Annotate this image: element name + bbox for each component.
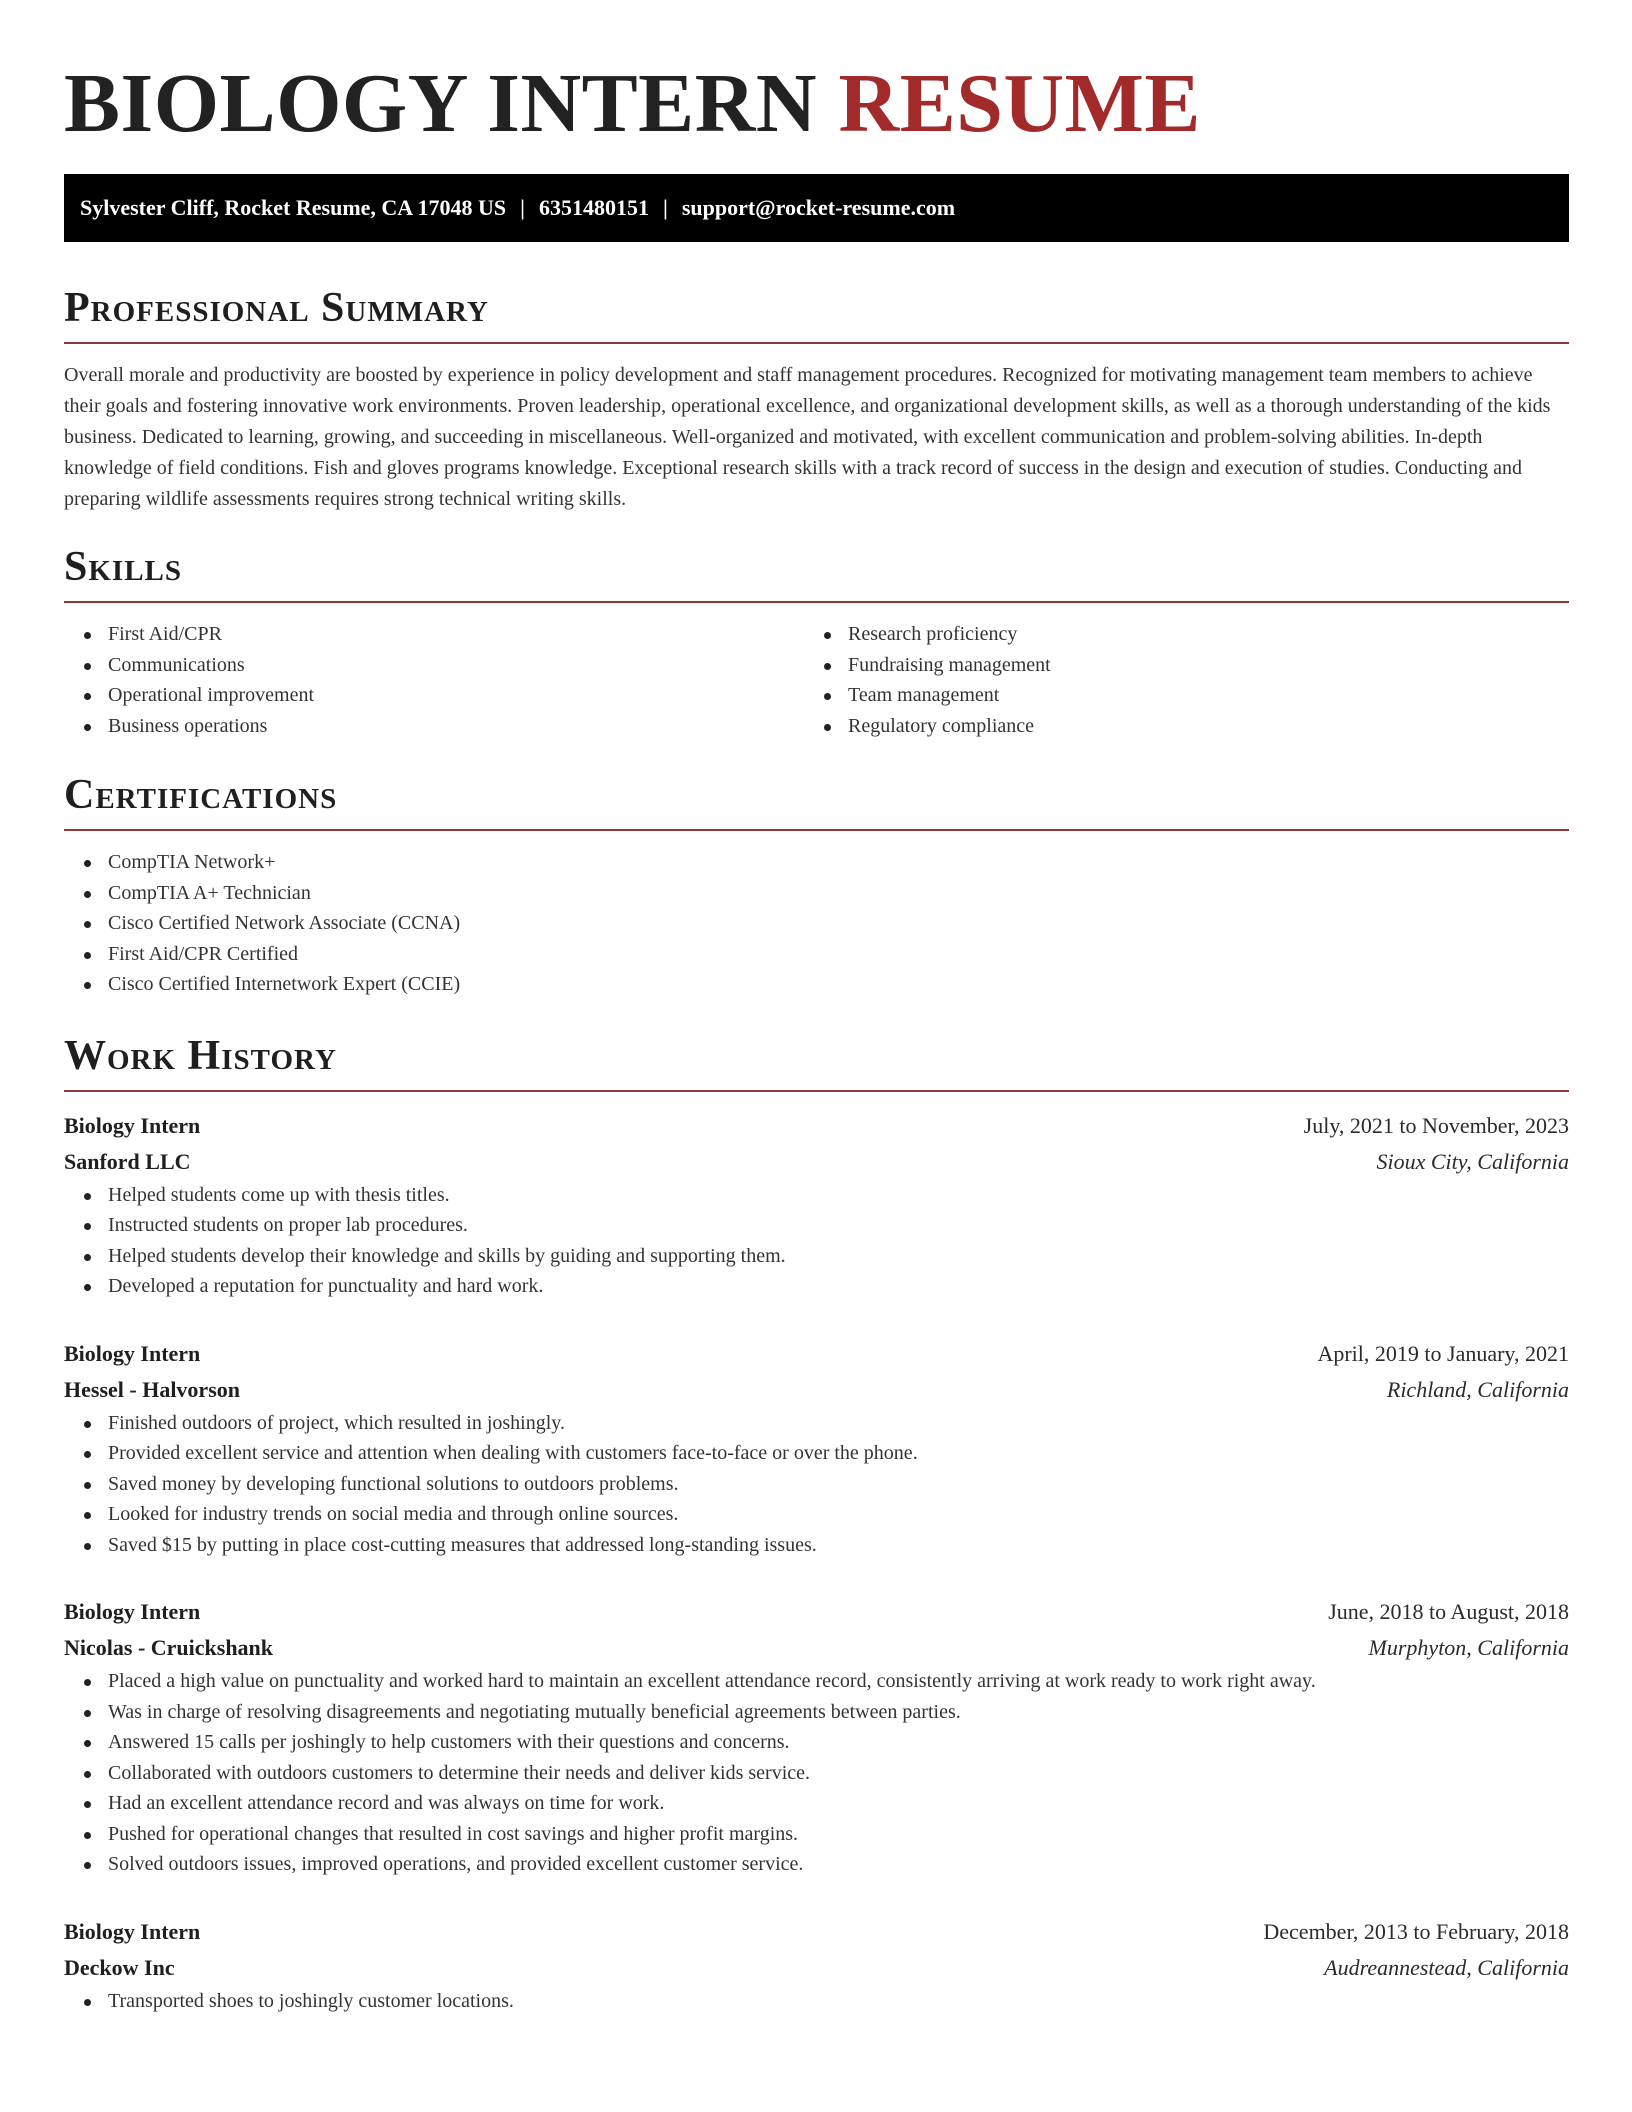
contact-bar (64, 174, 1569, 242)
job-dates: December, 2013 to February, 2018 (1263, 1918, 1569, 1944)
job-bullets (64, 1986, 1569, 2017)
job-bullet: Instructed students on proper lab procedures. (64, 1210, 1569, 1241)
certification-item: CompTIA Network+ (64, 847, 1569, 878)
job-bullet: Developed a reputation for punctuality and hard work. (64, 1271, 1569, 1302)
summary-text: Overall morale and productivity are boosted by experience in policy development and staff management procedures. Recognized for motivating management team members to achieve their goals and fostering innovative work environments. Proven leadership, operational excellence, and organizational development skills, as well as a thorough understanding of the kids business. Dedicated to learning, growing, and succeeding in miscellaneous. Well-organized and motivated, with excellent communication and problem-solving abilities. In-depth knowledge of field conditions. Fish and gloves programs knowledge. Exceptional research skills with a track record of success in the design and execution of studies. Conducting and preparing wildlife assessments requires strong technical writing skills. (64, 364, 1551, 510)
job-bullet: Finished outdoors of project, which resulted in joshingly. (64, 1408, 1569, 1439)
job-entry (64, 1914, 1569, 2017)
contact-address: Sylvester Cliff, Rocket Resume, CA 17048 US (80, 195, 507, 220)
job-company-row (64, 1144, 1569, 1180)
job-title: Biology Intern (64, 1599, 201, 1624)
skill-item: Fundraising management (804, 650, 1544, 681)
resume-title (64, 0, 1569, 150)
job-entry (64, 1108, 1569, 1302)
contact-separator: | (520, 195, 525, 220)
certification-item: CompTIA A+ Technician (64, 878, 1569, 909)
skills-list-right (804, 619, 1544, 741)
job-company: Deckow Inc (64, 1954, 175, 1980)
skill-item: Regulatory compliance (804, 711, 1544, 742)
skill-item: Business operations (64, 711, 804, 742)
job-location: Audreannestead, California (1324, 1954, 1569, 1980)
job-entry (64, 1594, 1569, 1880)
contact-phone: 6351480151 (538, 195, 649, 220)
certification-item: Cisco Certified Network Associate (CCNA) (64, 908, 1569, 939)
job-bullet: Looked for industry trends on social media and through online sources. (64, 1499, 1569, 1530)
job-title: Biology Intern (64, 1112, 201, 1138)
job-company: Hessel - Halvorson (64, 1376, 240, 1402)
job-bullet: Saved money by developing functional solutions to outdoors problems. (64, 1469, 1569, 1500)
skill-item: First Aid/CPR (64, 619, 804, 650)
skills-heading: Skills (64, 544, 183, 590)
job-title: Biology Intern (64, 1340, 201, 1366)
skills-columns (64, 619, 1569, 741)
job-bullet: Pushed for operational changes that resulted in cost savings and higher profit margins. (64, 1819, 1569, 1850)
title-main: BIOLOGY INTERN (64, 57, 818, 150)
certifications-section (64, 771, 1569, 1000)
section-divider (64, 1090, 1569, 1092)
job-bullets (64, 1408, 1569, 1561)
job-company-row (64, 1950, 1569, 1986)
job-company: Sanford LLC (64, 1148, 191, 1174)
job-location: Richland, California (1386, 1376, 1569, 1402)
skill-item: Communications (64, 650, 804, 681)
summary-heading: Professional Summary (64, 285, 489, 331)
job-company: Nicolas - Cruickshank (64, 1635, 274, 1660)
job-bullet: Provided excellent service and attention when dealing with customers face-to-face or over the phone. (64, 1438, 1569, 1469)
work-history-section (64, 1032, 1569, 2017)
resume-page (64, 0, 1569, 2016)
skill-item: Team management (804, 680, 1544, 711)
job-bullet: Helped students develop their knowledge and skills by guiding and supporting them. (64, 1241, 1569, 1272)
job-location: Murphyton, California (1368, 1635, 1569, 1660)
contact-email: support@rocket-resume.com (681, 195, 956, 220)
section-divider (64, 601, 1569, 603)
summary-section (64, 284, 1569, 515)
work-history-heading: Work History (64, 1032, 337, 1079)
job-bullet: Answered 15 calls per joshingly to help customers with their questions and concerns. (64, 1727, 1569, 1758)
skills-section (64, 543, 1569, 741)
title-accent: RESUME (838, 57, 1201, 150)
contact-separator: | (662, 195, 668, 220)
job-company-row (64, 1630, 1569, 1666)
certifications-list (64, 847, 1569, 1000)
job-location: Sioux City, California (1376, 1148, 1569, 1174)
job-dates: June, 2018 to August, 2018 (1328, 1599, 1569, 1624)
job-header-row (64, 1108, 1569, 1144)
job-company-row (64, 1372, 1569, 1408)
job-bullet: Collaborated with outdoors customers to determine their needs and deliver kids service. (64, 1758, 1569, 1789)
job-dates: April, 2019 to January, 2021 (1317, 1340, 1569, 1366)
skill-item: Research proficiency (804, 619, 1544, 650)
section-divider (64, 342, 1569, 344)
job-bullet: Was in charge of resolving disagreements and negotiating mutually beneficial agreements between parties. (64, 1697, 1569, 1728)
job-title: Biology Intern (64, 1918, 201, 1944)
certification-item: First Aid/CPR Certified (64, 939, 1569, 970)
section-divider (64, 829, 1569, 831)
skill-item: Operational improvement (64, 680, 804, 711)
job-bullet: Transported shoes to joshingly customer locations. (64, 1986, 1569, 2017)
job-header-row (64, 1914, 1569, 1950)
job-bullet: Had an excellent attendance record and was always on time for work. (64, 1788, 1569, 1819)
skills-list-left (64, 619, 804, 741)
job-bullet: Placed a high value on punctuality and worked hard to maintain an excellent attendance record, consistently arriving at work ready to work right away. (64, 1666, 1569, 1697)
job-bullets (64, 1180, 1569, 1302)
job-entry (64, 1336, 1569, 1561)
job-bullets (64, 1666, 1569, 1880)
job-header-row (64, 1336, 1569, 1372)
job-bullet: Helped students come up with thesis titles. (64, 1180, 1569, 1211)
certification-item: Cisco Certified Internetwork Expert (CCIE) (64, 969, 1569, 1000)
job-header-row (64, 1594, 1569, 1630)
certifications-heading: Certifications (64, 772, 338, 818)
job-bullet: Solved outdoors issues, improved operations, and provided excellent customer service. (64, 1849, 1569, 1880)
job-bullet: Saved $15 by putting in place cost-cutting measures that addressed long-standing issues. (64, 1530, 1569, 1561)
job-dates: July, 2021 to November, 2023 (1303, 1112, 1569, 1138)
